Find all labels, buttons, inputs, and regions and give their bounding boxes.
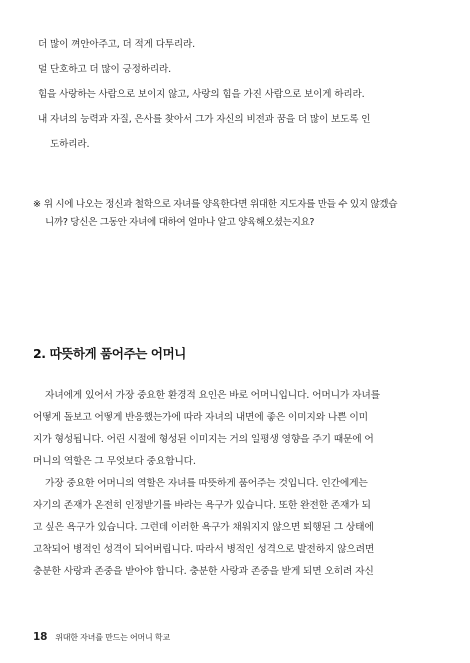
- poem-line: 덜 단호하고 더 많이 긍정하리라.: [38, 64, 172, 75]
- body-line: 지가 형성됩니다. 어린 시절에 형성된 이미지는 거의 일평생 영향을 주기 때문에 어: [33, 434, 374, 445]
- reflection-question: [33, 196, 435, 232]
- body-line: 어떻게 돌보고 어떻게 반응했는가에 따라 자녀의 내면에 좋은 이미지와 나쁜 이미: [33, 412, 368, 423]
- body-line: 머니의 역할은 그 무엇보다 중요합니다.: [33, 456, 196, 467]
- question-text: 위 시에 나오는 정신과 철학으로 자녀를 양육한다면 위대한 지도자를 만들 수 있지 않겠습: [43, 199, 398, 210]
- reference-mark-icon: ※: [33, 199, 41, 210]
- poem-line: 도하리라.: [50, 139, 90, 150]
- body-line: 충분한 사랑과 존중을 받아야 합니다. 충분한 사랑과 존중을 받게 되면 오히려 자신: [33, 566, 374, 577]
- section-heading: 2. 따뜻하게 품어주는 어머니: [33, 346, 186, 361]
- page-footer: [33, 631, 170, 643]
- question-line: [33, 196, 435, 214]
- body-text: [33, 385, 437, 583]
- poem-line: 내 자녀의 능력과 자질, 은사를 찾아서 그가 자신의 비전과 꿈을 더 많이 보도록 인: [38, 114, 371, 125]
- poem-block: [38, 32, 438, 157]
- running-title: 위대한 자녀를 만드는 어머니 학교: [55, 633, 170, 642]
- poem-line: 더 많이 껴안아주고, 더 적게 다투리라.: [38, 39, 196, 50]
- body-line: 고 싶은 욕구가 있습니다. 그런데 이러한 욕구가 채워지지 않으면 퇴행된 그 상태에: [33, 522, 374, 533]
- page-number: 18: [33, 631, 48, 643]
- body-line: 자녀에게 있어서 가장 중요한 환경적 요인은 바로 어머니입니다. 어머니가 자녀를: [45, 390, 380, 401]
- question-line: 니까? 당신은 그동안 자녀에 대하여 얼마나 알고 양육해오셨는지요?: [45, 217, 315, 228]
- body-line: 자기의 존재가 온전히 인정받기를 바라는 욕구가 있습니다. 또한 완전한 존재가 되: [33, 500, 371, 511]
- body-line: 고착되어 병적인 성격이 되어버립니다. 따라서 병적인 성격으로 발전하지 않으려면: [33, 544, 375, 555]
- poem-line: 힘을 사랑하는 사람으로 보이지 않고, 사랑의 힘을 가진 사람으로 보이게 하리라.: [38, 89, 365, 100]
- body-line: 가장 중요한 어머니의 역할은 자녀를 따뜻하게 품어주는 것입니다. 인간에게는: [45, 478, 368, 489]
